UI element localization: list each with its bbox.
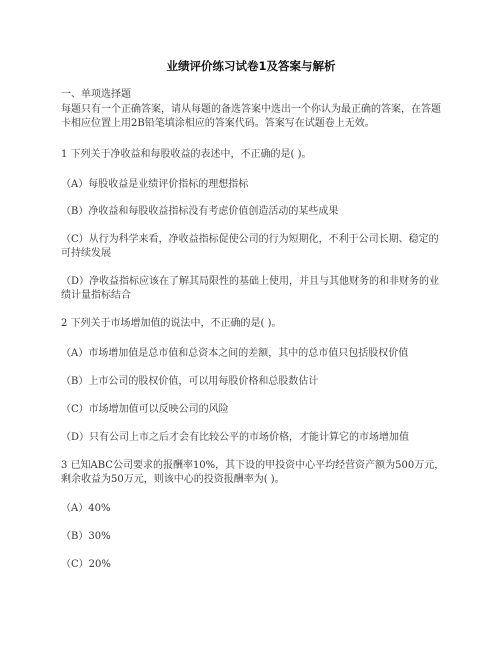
document-title: 业绩评价练习试卷1及答案与解析 <box>166 59 336 73</box>
question-1-stem: 1 下列关于净收益和每股收益的表述中，不正确的是( )。 <box>61 149 312 160</box>
instructions-text: 每题只有一个正确答案，请从每题的备选答案中选出一个你认为最正确的答案，在答题卡相应位置上用2B铅笔填涂相应的答案代码。答案写在试题卷上无效。 <box>61 104 441 129</box>
question-2-option-c: （C）市场增加值可以反映公司的风险 <box>61 404 229 415</box>
question-3-stem: 3 已知ABC公司要求的报酬率10%，其下设的甲投资中心平均经营资产额为500万元，剩余收益为50万元，则该中心的投资报酬率为( )。 <box>61 460 445 485</box>
question-3-option-b: （B）30% <box>61 531 111 542</box>
question-1-option-d: （D）净收益指标应该在了解其局限性的基础上使用，并且与其他财务的和非财务的业绩计量指标结合 <box>61 276 440 301</box>
question-2-option-a: （A）市场增加值是总市值和总资本之间的差额，其中的总市值只包括股权价值 <box>61 348 409 359</box>
question-1-option-a: （A）每股收益是业绩评价指标的理想指标 <box>61 179 249 190</box>
question-2-stem: 2 下列关于市场增加值的说法中，不正确的是( )。 <box>61 318 282 329</box>
question-3-option-c: （C）20% <box>61 559 111 570</box>
question-1-option-b: （B）净收益和每股收益指标没有考虑价值创造活动的某些成果 <box>61 206 339 217</box>
question-2-option-d: （D）只有公司上市之后才会有比较公平的市场价格，才能计算它的市场增加值 <box>61 432 410 443</box>
question-2-option-b: （B）上市公司的股权价值，可以用每股价格和总股数估计 <box>61 376 319 387</box>
question-1-option-c: （C）从行为科学来看，净收益指标促使公司的行为短期化，不利于公司长期、稳定的可持续发展 <box>61 234 439 259</box>
section-heading: 一、单项选择题 <box>61 89 131 100</box>
question-3-option-a: （A）40% <box>61 503 111 514</box>
